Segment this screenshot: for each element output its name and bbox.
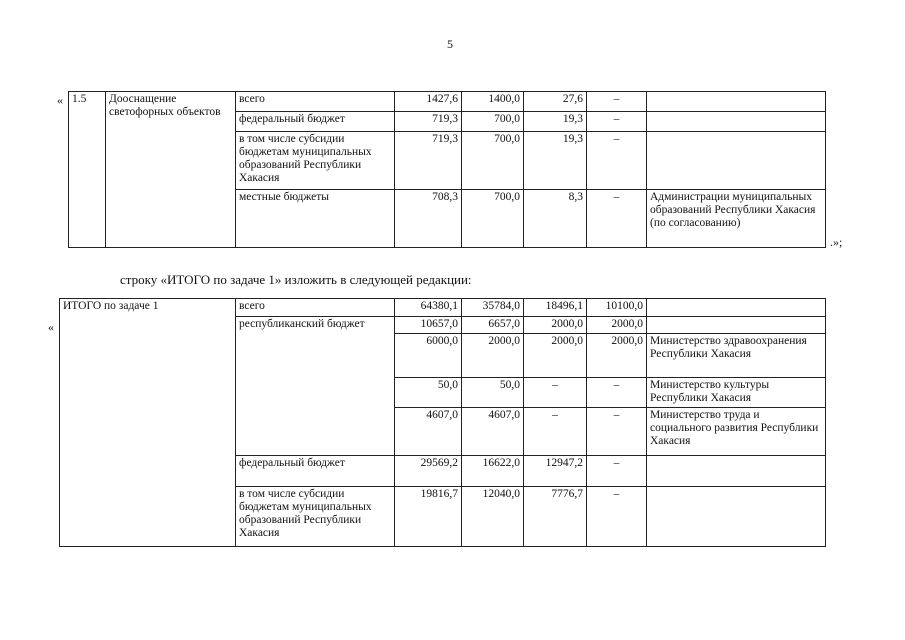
value-cell: 16622,0 (462, 456, 524, 487)
value-cell: 35784,0 (462, 299, 524, 317)
responsible-cell: Администрации муниципальных образований Республики Хакасия (по согласованию) (647, 190, 826, 248)
close-quote-1: .»; (830, 235, 843, 249)
value-cell: 1427,6 (395, 92, 462, 112)
value-cell: – (587, 487, 647, 547)
responsible-cell (647, 92, 826, 112)
value-cell: 12947,2 (524, 456, 587, 487)
value-cell: 12040,0 (462, 487, 524, 547)
value-cell: – (587, 456, 647, 487)
responsible-cell (647, 487, 826, 547)
responsible-cell: Министерство здравоохранения Республики Хакасия (647, 334, 826, 378)
value-cell: 64380,1 (395, 299, 462, 317)
value-cell: 19,3 (524, 112, 587, 132)
value-cell: 700,0 (462, 132, 524, 190)
total-table (59, 298, 826, 547)
value-cell: 2000,0 (587, 334, 647, 378)
value-cell: 2000,0 (587, 317, 647, 334)
value-cell: 1400,0 (462, 92, 524, 112)
open-quote-1: « (57, 93, 63, 107)
value-cell: 2000,0 (524, 317, 587, 334)
instruction-text: строку «ИТОГО по задаче 1» изложить в следующей редакции: (120, 272, 472, 287)
value-cell: 27,6 (524, 92, 587, 112)
value-cell: 19816,7 (395, 487, 462, 547)
value-cell: 700,0 (462, 112, 524, 132)
value-cell: 10100,0 (587, 299, 647, 317)
value-cell: – (524, 378, 587, 408)
label-cell: в том числе субсидии бюджетам муниципальных образований Республики Хакасия (236, 132, 395, 190)
value-cell: 4607,0 (462, 408, 524, 456)
label-cell: всего (236, 92, 395, 112)
value-cell: 10657,0 (395, 317, 462, 334)
value-cell: 50,0 (395, 378, 462, 408)
value-cell: – (587, 92, 647, 112)
responsible-cell (647, 299, 826, 317)
label-cell: республиканский бюджет (236, 317, 395, 456)
value-cell: 2000,0 (524, 334, 587, 378)
responsible-cell (647, 456, 826, 487)
value-cell: 719,3 (395, 132, 462, 190)
responsible-cell: Министерство труда и социального развития Республики Хакасия (647, 408, 826, 456)
row-number: 1.5 (69, 92, 106, 248)
value-cell: 50,0 (462, 378, 524, 408)
value-cell: – (587, 190, 647, 248)
page-number: 5 (447, 37, 453, 51)
value-cell: 6000,0 (395, 334, 462, 378)
value-cell: 29569,2 (395, 456, 462, 487)
value-cell: 19,3 (524, 132, 587, 190)
label-cell: федеральный бюджет (236, 112, 395, 132)
value-cell: 708,3 (395, 190, 462, 248)
responsible-cell (647, 317, 826, 334)
responsible-cell (647, 112, 826, 132)
value-cell: 719,3 (395, 112, 462, 132)
value-cell: – (524, 408, 587, 456)
total-title: ИТОГО по задаче 1 (60, 299, 236, 547)
value-cell: – (587, 378, 647, 408)
open-quote-2: « (48, 320, 54, 334)
value-cell: – (587, 132, 647, 190)
value-cell: – (587, 408, 647, 456)
label-cell: местные бюджеты (236, 190, 395, 248)
value-cell: 6657,0 (462, 317, 524, 334)
value-cell: 8,3 (524, 190, 587, 248)
label-cell: всего (236, 299, 395, 317)
responsible-cell: Министерство культуры Республики Хакасия (647, 378, 826, 408)
value-cell: 700,0 (462, 190, 524, 248)
label-cell: федеральный бюджет (236, 456, 395, 487)
responsible-cell (647, 132, 826, 190)
value-cell: 2000,0 (462, 334, 524, 378)
value-cell: – (587, 112, 647, 132)
value-cell: 18496,1 (524, 299, 587, 317)
value-cell: 7776,7 (524, 487, 587, 547)
row-name: Дооснащение светофорных объектов (106, 92, 236, 248)
value-cell: 4607,0 (395, 408, 462, 456)
task-table-row-1-5 (68, 91, 826, 248)
label-cell: в том числе субсидии бюджетам муниципальных образований Республики Хакасия (236, 487, 395, 547)
